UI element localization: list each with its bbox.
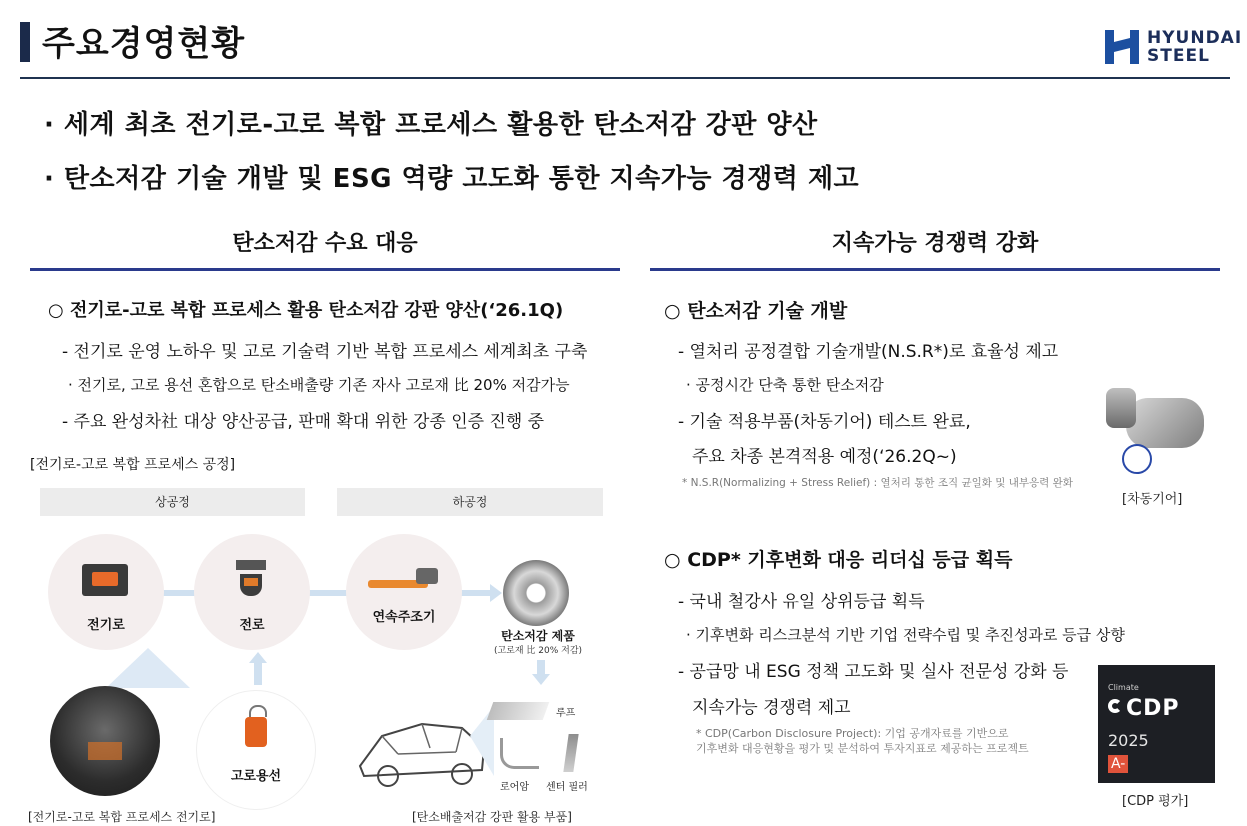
lower-arm-label: 로어암 — [500, 782, 529, 793]
arrow-down-shaft — [537, 660, 545, 674]
tech-line-3: - 기술 적용부품(차동기어) 테스트 완료, — [678, 412, 971, 432]
left-section-rule — [30, 268, 620, 271]
left-bullet-3: - 주요 완성차社 대상 양산공급, 판매 확대 위한 강종 인증 진행 중 — [62, 412, 545, 432]
diagram-caption: [전기로-고로 복합 프로세스 공정] — [30, 457, 236, 473]
arrow-down-icon — [532, 674, 550, 685]
eaf-node — [48, 534, 164, 650]
header-divider — [20, 77, 1230, 79]
converter-label: 전로 — [239, 618, 265, 633]
left-bullet-2: · 전기로, 고로 용선 혼합으로 탄소배출량 기존 자사 고로재 比 20% 저감가능 — [68, 376, 570, 394]
center-pillar-part — [563, 734, 578, 772]
left-section-title: 탄소저감 수요 대응 — [232, 231, 418, 256]
arrow-up-icon — [249, 652, 267, 663]
caster-icon — [368, 568, 440, 592]
furnace-icon — [82, 564, 128, 596]
eaf-photo-caption: [전기로-고로 복합 프로세스 전기로] — [28, 810, 216, 824]
cdp-caption: [CDP 평가] — [1122, 794, 1189, 809]
tech-line-4: 주요 차종 본격적용 예정(‘26.2Q~) — [692, 447, 957, 467]
left-heading: ○ 전기로-고로 복합 프로세스 활용 탄소저감 강판 양산(‘26.1Q) — [48, 300, 564, 321]
converter-icon — [232, 560, 272, 600]
caster-node — [346, 534, 462, 650]
cdp-note-2: 기후변화 대응현황을 평가 및 분석하여 투자지표로 제공하는 프로젝트 — [696, 742, 1029, 755]
cdp-line-1: - 국내 철강사 유일 상위등급 획득 — [678, 592, 925, 612]
tech-line-1: - 열처리 공정결합 기술개발(N.S.R*)로 효율성 제고 — [678, 342, 1059, 362]
downstream-label: 하공정 — [337, 488, 603, 516]
eaf-label: 전기로 — [87, 618, 125, 633]
cdp-badge-climate: Climate — [1108, 683, 1139, 692]
tech-note: * N.S.R(Normalizing + Stress Relief) : 열처리 통한 조직 균일화 및 내부응력 완화 — [682, 477, 1073, 489]
steel-coil-icon — [503, 560, 569, 626]
converter-node — [194, 534, 310, 650]
headline-2: · 탄소저감 기술 개발 및 ESG 역량 고도화 통한 지속가능 경쟁력 제고 — [44, 164, 860, 194]
logo-text-top: HYUNDAI — [1147, 28, 1243, 48]
upstream-label: 상공정 — [40, 488, 305, 516]
logo-text-bottom: STEEL — [1147, 46, 1210, 66]
lower-arm-part — [500, 738, 539, 769]
parts-caption: [탄소배출저감 강판 활용 부품] — [412, 810, 572, 824]
cdp-badge-grade: A- — [1108, 755, 1128, 773]
ladle-icon — [241, 705, 271, 751]
title-accent-bar — [20, 22, 30, 62]
product-note: (고로재 比 20% 저감) — [493, 646, 583, 656]
hot-metal-label: 고로용선 — [230, 769, 282, 784]
right-section-rule — [650, 268, 1220, 271]
highlight-circle-icon — [1122, 444, 1152, 474]
connector-caster-product — [460, 590, 492, 596]
center-pillar-label: 센터 필러 — [546, 782, 588, 793]
hot-metal-node — [196, 690, 316, 810]
h-logo-icon — [1103, 28, 1143, 68]
tech-heading: ○ 탄소저감 기술 개발 — [664, 300, 848, 322]
cdp-logo-icon — [1108, 699, 1122, 713]
cdp-badge-name: CDP — [1126, 696, 1180, 721]
caster-label: 연속주조기 — [372, 610, 436, 625]
arrow-right-icon — [490, 584, 502, 602]
tech-line-2: · 공정시간 단축 통한 탄소저감 — [686, 376, 884, 394]
cdp-note-1: * CDP(Carbon Disclosure Project): 기업 공개자료를 기반으로 — [696, 727, 1009, 740]
gear-caption: [차동기어] — [1122, 492, 1183, 507]
eaf-photo — [50, 686, 160, 796]
right-section-title: 지속가능 경쟁력 강화 — [831, 231, 1039, 256]
differential-gear-image — [1106, 384, 1214, 474]
cdp-badge-year: 2025 — [1108, 731, 1149, 750]
cdp-line-2: · 기후변화 리스크분석 기반 기업 전략수립 및 추진성과로 등급 상향 — [686, 626, 1125, 644]
cdp-badge — [1098, 665, 1215, 783]
page-title: 주요경영현황 — [42, 24, 246, 64]
cdp-line-3: - 공급망 내 ESG 정책 고도화 및 실사 전문성 강화 등 — [678, 662, 1069, 682]
left-bullet-1: - 전기로 운영 노하우 및 고로 기술력 기반 복합 프로세스 세계최초 구축 — [62, 342, 588, 362]
product-label: 탄소저감 제품 — [501, 629, 575, 643]
cdp-line-4: 지속가능 경쟁력 제고 — [692, 698, 851, 718]
cdp-heading: ○ CDP* 기후변화 대응 리더십 등급 획득 — [664, 549, 1013, 571]
arrow-up-shaft — [254, 663, 262, 685]
roof-part — [487, 702, 550, 720]
headline-1: · 세계 최초 전기로-고로 복합 프로세스 활용한 탄소저감 강판 양산 — [44, 110, 818, 140]
roof-label: 루프 — [556, 708, 576, 719]
hyundai-steel-logo — [1103, 26, 1243, 68]
zoom-beam — [106, 648, 190, 688]
